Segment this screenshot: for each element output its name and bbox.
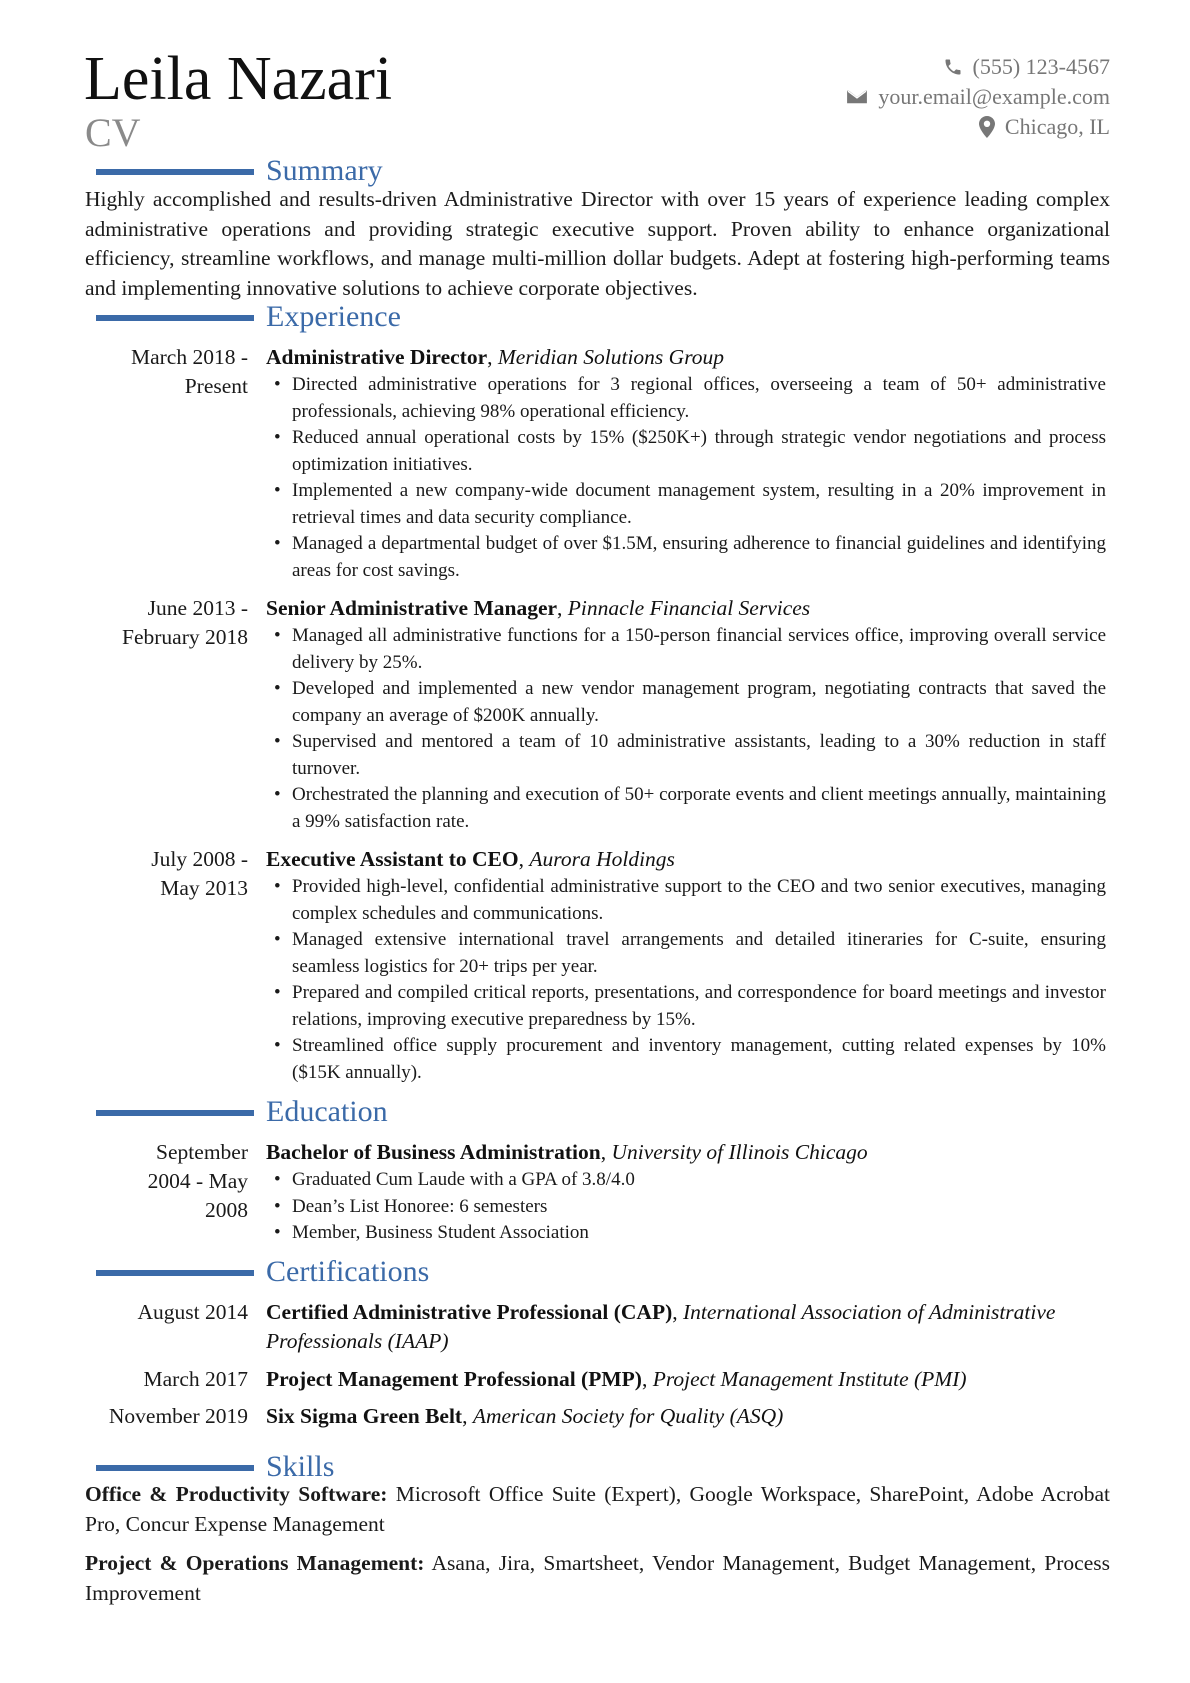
list-item: • Graduated Cum Laude with a GPA of 3.8/4.0 — [266, 1167, 1106, 1194]
entry-body — [266, 1298, 1106, 1356]
contact-location — [842, 112, 1110, 142]
entry-date — [80, 845, 248, 903]
list-item: • Member, Business Student Association — [266, 1220, 1106, 1247]
certification-title: Project Management Professional (PMP) — [266, 1367, 642, 1391]
list-item: • Orchestrated the planning and execution of 50+ corporate events and client meetings annually, maintaining a 99% satisfaction rate. — [266, 782, 1106, 835]
skill-group — [85, 1480, 1110, 1539]
issuer: International Association of Administrative Professionals (IAAP) — [266, 1300, 1056, 1353]
institution: University of Illinois Chicago — [611, 1140, 868, 1164]
entry-date: March 2017 — [143, 1367, 248, 1391]
section-divider-bar — [96, 1465, 254, 1471]
organization: Meridian Solutions Group — [497, 345, 725, 369]
skill-group — [85, 1549, 1110, 1608]
list-item: • Implemented a new company-wide document management system, resulting in a 20% improvement in retrieval times and data security compliance. — [266, 478, 1106, 531]
list-item: • Prepared and compiled critical reports, presentations, and correspondence for board meetings and investor relations, improving executive preparedness by 15%. — [266, 980, 1106, 1033]
email-address[interactable]: your.email@example.com — [878, 84, 1110, 109]
skill-list: Asana, Jira, Smartsheet, Vendor Management, Budget Management, Process Improvement — [85, 1551, 1110, 1605]
entry-body — [266, 1365, 1106, 1394]
entry-title-line: Administrative Director, Meridian Solutions Group — [266, 345, 725, 369]
list-item: • Dean’s List Honoree: 6 semesters — [266, 1194, 1106, 1221]
contact-phone — [842, 52, 1110, 82]
date-start: June 2013 - — [147, 596, 248, 620]
section-divider-bar — [96, 315, 254, 321]
entry-body — [266, 1138, 1106, 1247]
location-text: Chicago, IL — [1004, 114, 1110, 139]
section-certifications-header — [0, 1255, 1190, 1289]
date-end: February 2018 — [122, 625, 248, 649]
entry-title-line: Project Management Professional (PMP), Project Management Institute (PMI) — [266, 1367, 967, 1391]
entry-date — [80, 594, 248, 652]
section-title: Summary — [266, 154, 383, 187]
job-title: Administrative Director — [266, 345, 488, 369]
entry-body — [266, 845, 1106, 1086]
date-line: September — [156, 1140, 248, 1164]
entry-date: August 2014 — [137, 1300, 248, 1324]
list-item: • Provided high-level, confidential administrative support to the CEO and two senior executives, managing complex schedules and communications. — [266, 874, 1106, 927]
date-end: May 2013 — [160, 876, 248, 900]
issuer: Project Management Institute (PMI) — [652, 1367, 967, 1391]
bullet-list — [266, 874, 1106, 1086]
list-item: • Developed and implemented a new vendor management program, negotiating contracts that saved the company an average of $200K annually. — [266, 676, 1106, 729]
section-education-header — [0, 1095, 1190, 1129]
document-subtitle: CV — [85, 110, 141, 155]
certification-title: Certified Administrative Professional (CAP) — [266, 1300, 673, 1324]
section-title: Certifications — [266, 1255, 430, 1288]
bullet-list — [266, 372, 1106, 584]
bullet-list — [266, 623, 1106, 835]
map-pin-icon — [969, 116, 995, 138]
date-start: March 2018 - — [130, 345, 248, 369]
contact-info — [842, 52, 1110, 142]
skill-category: Project & Operations Management: — [85, 1551, 425, 1575]
section-experience-header — [0, 300, 1190, 334]
section-title: Skills — [266, 1450, 335, 1483]
list-item: • Reduced annual operational costs by 15% ($250K+) through strategic vendor negotiations and process optimization initiatives. — [266, 425, 1106, 478]
entry-title-line: Certified Administrative Professional (CAP), International Association of Administrative Professionals (IAAP) — [266, 1300, 1056, 1353]
bullet-list — [266, 1167, 1106, 1247]
section-summary-header — [0, 154, 1190, 188]
list-item: • Managed a departmental budget of over $1.5M, ensuring adherence to financial guidelines and identifying areas for cost savings. — [266, 531, 1106, 584]
entry-date — [80, 343, 248, 401]
date-end: Present — [184, 374, 248, 398]
organization: Aurora Holdings — [529, 847, 675, 871]
entry-title-line: Executive Assistant to CEO, Aurora Holdings — [266, 847, 675, 871]
section-skills-header — [0, 1450, 1190, 1484]
list-item: • Streamlined office supply procurement and inventory management, cutting related expenses by 10% ($15K annually). — [266, 1033, 1106, 1086]
list-item: • Supervised and mentored a team of 10 administrative assistants, leading to a 30% reduction in staff turnover. — [266, 729, 1106, 782]
section-title: Education — [266, 1095, 388, 1128]
degree-title: Bachelor of Business Administration — [266, 1140, 601, 1164]
entry-body — [266, 1402, 1106, 1431]
entry-title-line: Senior Administrative Manager, Pinnacle Financial Services — [266, 596, 811, 620]
candidate-name: Leila Nazari — [84, 45, 393, 113]
section-divider-bar — [96, 1270, 254, 1276]
skill-category: Office & Productivity Software: — [85, 1482, 388, 1506]
date-line: 2004 - May — [147, 1169, 248, 1193]
job-title: Executive Assistant to CEO — [266, 847, 519, 871]
entry-title-line: Bachelor of Business Administration, University of Illinois Chicago — [266, 1140, 868, 1164]
issuer: American Society for Quality (ASQ) — [472, 1404, 784, 1428]
section-divider-bar — [96, 1110, 254, 1116]
envelope-icon — [842, 86, 868, 108]
list-item: • Managed extensive international travel arrangements and detailed itineraries for C-suite, ensuring seamless logistics for 20+ trips per year. — [266, 927, 1106, 980]
section-divider-bar — [96, 169, 254, 175]
list-item: • Directed administrative operations for 3 regional offices, overseeing a team of 50+ administrative professionals, achieving 98% operational efficiency. — [266, 372, 1106, 425]
entry-body — [266, 343, 1106, 584]
certification-title: Six Sigma Green Belt — [266, 1404, 463, 1428]
section-title: Experience — [266, 300, 401, 333]
contact-email — [842, 82, 1110, 112]
job-title: Senior Administrative Manager — [266, 596, 558, 620]
list-item: • Managed all administrative functions for a 150-person financial services office, improving overall service delivery by 25%. — [266, 623, 1106, 676]
phone-number[interactable]: (555) 123-4567 — [972, 54, 1110, 79]
entry-body — [266, 594, 1106, 835]
entry-title-line: Six Sigma Green Belt, American Society for Quality (ASQ) — [266, 1404, 784, 1428]
entry-date — [80, 1138, 248, 1225]
skill-list: Microsoft Office Suite (Expert), Google Workspace, SharePoint, Adobe Acrobat Pro, Concur Expense Management — [85, 1482, 1111, 1536]
summary-text: Highly accomplished and results-driven Administrative Director with over 15 years of experience leading complex administrative operations and providing strategic executive support. Proven ability to enhance organizational efficiency, streamline workflows, and manage multi-million dollar budgets. Adept at fostering high-performing teams and implementing innovative solutions to achieve corporate objectives. — [85, 187, 1110, 300]
entry-date: November 2019 — [108, 1404, 248, 1428]
date-line: 2008 — [205, 1198, 248, 1222]
organization: Pinnacle Financial Services — [567, 596, 811, 620]
date-start: July 2008 - — [151, 847, 248, 871]
phone-icon — [937, 56, 963, 78]
